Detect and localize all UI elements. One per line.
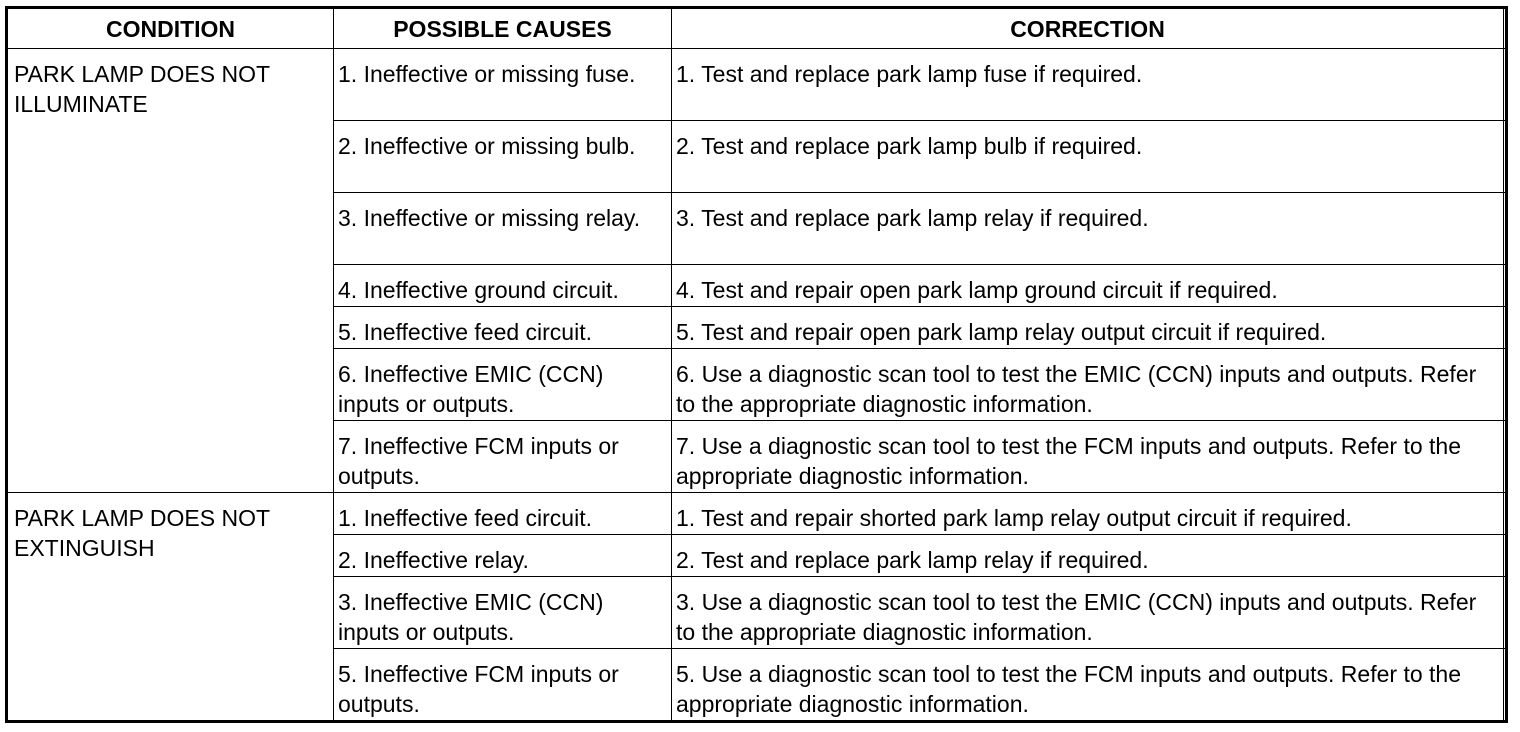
correction-cell: 7. Use a diagnostic scan tool to test the FCM inputs and outputs. Refer to the appropriate diagnostic information.	[672, 421, 1504, 493]
correction-cell: 1. Test and repair shorted park lamp relay output circuit if required.	[672, 493, 1504, 535]
row-spacer	[1504, 49, 1507, 121]
cause-cell: 5. Ineffective feed circuit.	[334, 307, 672, 349]
correction-cell: 3. Test and replace park lamp relay if required.	[672, 193, 1504, 265]
condition-cell: PARK LAMP DOES NOT ILLUMINATE	[7, 49, 334, 493]
cause-cell: 1. Ineffective or missing fuse.	[334, 49, 672, 121]
condition-cell: PARK LAMP DOES NOT EXTINGUISH	[7, 493, 334, 722]
row-spacer	[1504, 421, 1507, 493]
header-correction: CORRECTION	[672, 8, 1504, 49]
table-row	[7, 493, 1507, 535]
cause-cell: 5. Ineffective FCM inputs or outputs.	[334, 649, 672, 722]
correction-cell: 2. Test and replace park lamp relay if required.	[672, 535, 1504, 577]
diagnosis-table	[5, 6, 1508, 723]
row-spacer	[1504, 535, 1507, 577]
row-spacer	[1504, 493, 1507, 535]
header-condition: CONDITION	[7, 8, 334, 49]
row-spacer	[1504, 307, 1507, 349]
correction-cell: 6. Use a diagnostic scan tool to test the EMIC (CCN) inputs and outputs. Refer to the appropriate diagnostic information.	[672, 349, 1504, 421]
cause-cell: 4. Ineffective ground circuit.	[334, 265, 672, 307]
row-spacer	[1504, 121, 1507, 193]
header-spacer	[1504, 8, 1507, 49]
table-row	[7, 49, 1507, 121]
row-spacer	[1504, 577, 1507, 649]
row-spacer	[1504, 193, 1507, 265]
correction-cell: 1. Test and replace park lamp fuse if required.	[672, 49, 1504, 121]
cause-cell: 1. Ineffective feed circuit.	[334, 493, 672, 535]
cause-cell: 6. Ineffective EMIC (CCN) inputs or outputs.	[334, 349, 672, 421]
row-spacer	[1504, 265, 1507, 307]
cause-cell: 3. Ineffective EMIC (CCN) inputs or outputs.	[334, 577, 672, 649]
cause-cell: 2. Ineffective or missing bulb.	[334, 121, 672, 193]
correction-cell: 4. Test and repair open park lamp ground circuit if required.	[672, 265, 1504, 307]
row-spacer	[1504, 349, 1507, 421]
correction-cell: 3. Use a diagnostic scan tool to test the EMIC (CCN) inputs and outputs. Refer to the appropriate diagnostic information.	[672, 577, 1504, 649]
correction-cell: 5. Use a diagnostic scan tool to test the FCM inputs and outputs. Refer to the appropriate diagnostic information.	[672, 649, 1504, 722]
correction-cell: 2. Test and replace park lamp bulb if required.	[672, 121, 1504, 193]
header-row	[7, 8, 1507, 49]
cause-cell: 3. Ineffective or missing relay.	[334, 193, 672, 265]
correction-cell: 5. Test and repair open park lamp relay output circuit if required.	[672, 307, 1504, 349]
cause-cell: 2. Ineffective relay.	[334, 535, 672, 577]
row-spacer	[1504, 649, 1507, 722]
header-possible-causes: POSSIBLE CAUSES	[334, 8, 672, 49]
cause-cell: 7. Ineffective FCM inputs or outputs.	[334, 421, 672, 493]
